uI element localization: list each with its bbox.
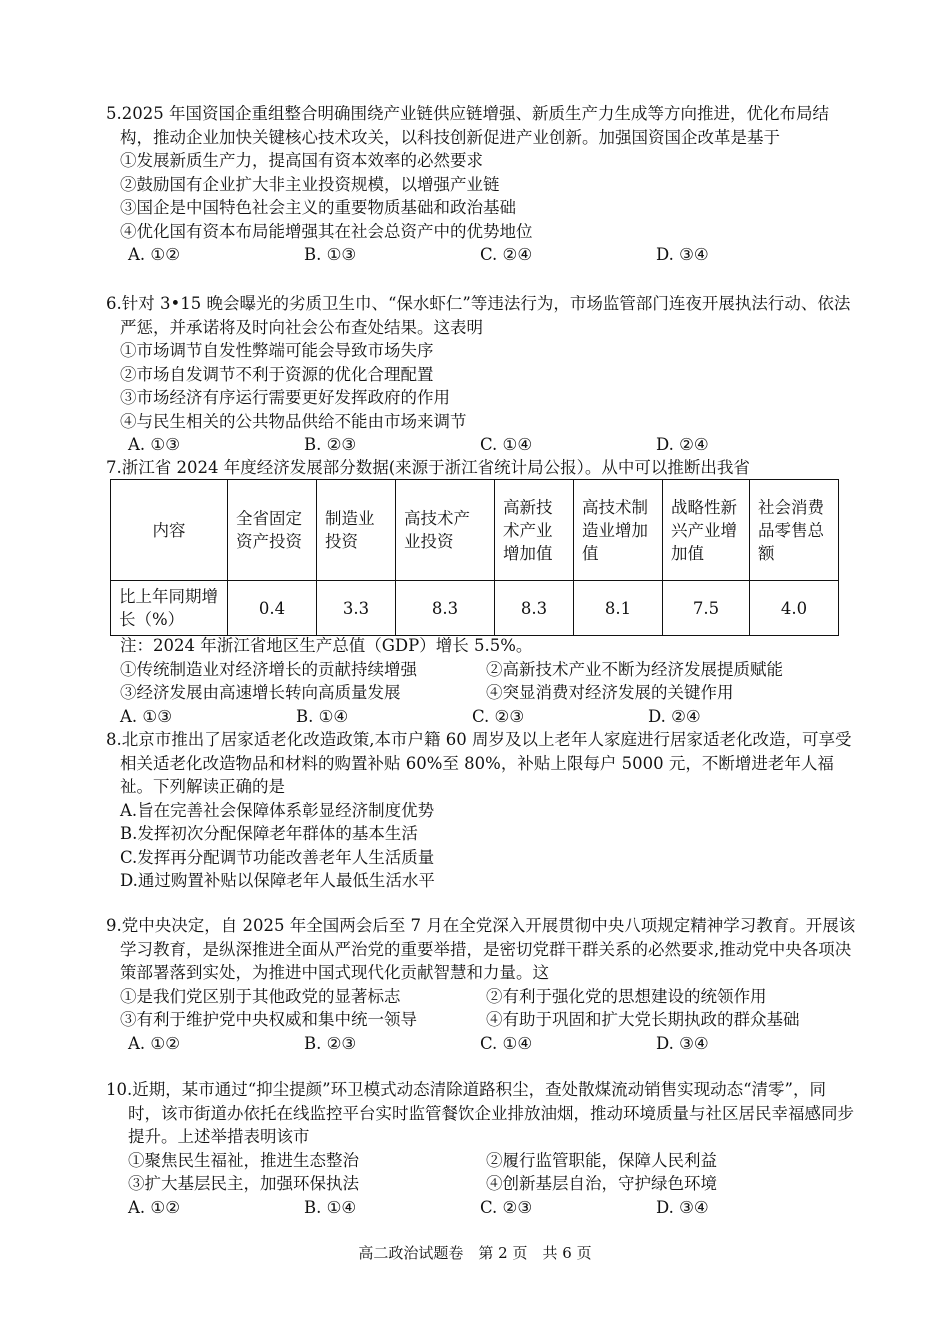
table-header-cell: 高技术制造业增加值 xyxy=(574,480,663,581)
question-7-stem: 7.浙江省 2024 年度经济发展部分数据(来源于浙江省统计局公报）。从中可以推断出我省 xyxy=(106,458,750,477)
table-header-cell: 高技术产业投资 xyxy=(396,480,495,581)
q8-choice-d[interactable]: D.通过购置补贴以保障老年人最低生活水平 xyxy=(120,871,435,890)
q9-item-4: ④有助于巩固和扩大党长期执政的群众基础 xyxy=(486,1010,800,1029)
table-cell: 4.0 xyxy=(750,581,839,636)
q5-options xyxy=(106,243,856,267)
question-7 xyxy=(106,456,856,480)
q7-option-d[interactable]: D. ②④ xyxy=(648,706,701,726)
q5-item-2: ②鼓励国有企业扩大非主业投资规模，以增强产业链 xyxy=(120,174,500,194)
table-header-cell: 全省固定资产投资 xyxy=(228,480,317,581)
q10-item-2: ②履行监管职能，保障人民利益 xyxy=(486,1150,717,1170)
q6-option-d[interactable]: D. ②④ xyxy=(656,435,709,454)
table-header-cell: 高新技术产业增加值 xyxy=(495,480,574,581)
question-6-stem: 6.针对 3•15 晚会曝光的劣质卫生巾、“保水虾仁”等违法行为，市场监管部门连夜开展执法行动、依法严惩，并承诺将及时向社会公布查处结果。这表明 xyxy=(106,294,851,337)
q7-items-row-2 xyxy=(106,681,856,705)
q10-item-3: ③扩大基层民主，加强环保执法 xyxy=(128,1174,359,1193)
q7-option-c[interactable]: C. ②③ xyxy=(472,706,525,726)
table-header-row xyxy=(111,480,839,581)
q10-option-c[interactable]: C. ②③ xyxy=(480,1197,533,1217)
q7-option-b[interactable]: B. ①④ xyxy=(296,706,349,726)
q5-item-4: ④优化国有资本布局能增强其在社会总资产中的优势地位 xyxy=(120,221,533,241)
q9-items-row-2 xyxy=(106,1008,856,1032)
q5-item-3: ③国企是中国特色社会主义的重要物质基础和政治基础 xyxy=(120,198,516,217)
q7-item-2: ②高新技术产业不断为经济发展提质赋能 xyxy=(486,659,783,679)
q9-option-d[interactable]: D. ③④ xyxy=(656,1033,709,1053)
q10-items-row-2 xyxy=(106,1172,856,1196)
q7-note: 注：2024 年浙江省地区生产总值（GDP）增长 5.5%。 xyxy=(120,636,533,655)
q10-items-row-1 xyxy=(106,1149,856,1173)
table-cell: 3.3 xyxy=(317,581,396,636)
q5-option-a[interactable]: A. ①② xyxy=(128,245,180,264)
question-5-stem: 5.2025 年国资国企重组整合明确围绕产业链供应链增强、新质生产力生成等方向推进，优化布局结构，推动企业加快关键核心技术攻关，以科技创新促进产业创新。加强国资国企改革是基于 xyxy=(106,104,829,147)
q10-option-d[interactable]: D. ③④ xyxy=(656,1197,709,1217)
q5-option-c[interactable]: C. ②④ xyxy=(480,245,533,264)
question-9-stem: 9.党中央决定，自 2025 年全国两会后至 7 月在全党深入开展贯彻中央八项规定精神学习教育。开展该学习教育，是纵深推进全面从严治党的重要举措，是密切党群干群关系的必然要求,推动党中央各项决策部署落到实处，为推进中国式现代化贡献智慧和力量。这 xyxy=(106,916,856,982)
table-cell: 0.4 xyxy=(228,581,317,636)
table-header-cell: 战略性新兴产业增加值 xyxy=(663,480,750,581)
table-row-label: 比上年同期增长（%） xyxy=(111,581,228,636)
question-6 xyxy=(106,292,856,457)
table-cell: 8.3 xyxy=(396,581,495,636)
table-header-cell: 社会消费品零售总额 xyxy=(750,480,839,581)
q5-option-d[interactable]: D. ③④ xyxy=(656,245,709,264)
question-10 xyxy=(106,1078,856,1219)
q9-item-2: ②有利于强化党的思想建设的统领作用 xyxy=(486,986,767,1006)
q7-item-1: ①传统制造业对经济增长的贡献持续增强 xyxy=(120,659,417,679)
q9-item-1: ①是我们党区别于其他政党的显著标志 xyxy=(120,986,401,1006)
question-8 xyxy=(106,728,856,893)
table-header-cell: 制造业投资 xyxy=(317,480,396,581)
q7-items-row-1 xyxy=(106,658,856,682)
q7-item-4: ④突显消费对经济发展的关键作用 xyxy=(486,683,734,702)
q9-item-3: ③有利于维护党中央权威和集中统一领导 xyxy=(120,1010,417,1029)
q9-option-b[interactable]: B. ②③ xyxy=(304,1033,357,1053)
q8-choice-b[interactable]: B.发挥初次分配保障老年群体的基本生活 xyxy=(120,824,418,843)
question-7-rest xyxy=(106,634,856,728)
question-5 xyxy=(106,102,856,267)
q10-option-b[interactable]: B. ①④ xyxy=(304,1197,357,1217)
q5-option-b[interactable]: B. ①③ xyxy=(304,245,357,264)
table-cell: 8.3 xyxy=(495,581,574,636)
q9-option-c[interactable]: C. ①④ xyxy=(480,1033,533,1053)
q7-data-table xyxy=(110,479,839,636)
table-header-cell: 内容 xyxy=(111,480,228,581)
q6-option-b[interactable]: B. ②③ xyxy=(304,435,357,454)
table-cell: 7.5 xyxy=(663,581,750,636)
q7-options xyxy=(106,705,856,729)
q6-item-1: ①市场调节自发性弊端可能会导致市场失序 xyxy=(120,341,434,360)
q6-item-4: ④与民生相关的公共物品供给不能由市场来调节 xyxy=(120,411,467,431)
q8-choice-a[interactable]: A.旨在完善社会保障体系彰显经济制度优势 xyxy=(120,800,435,820)
q9-options xyxy=(106,1032,856,1056)
q10-options xyxy=(106,1196,856,1220)
page-footer: 高二政治试题卷 第 2 页 共 6 页 xyxy=(358,1244,592,1262)
q6-option-c[interactable]: C. ①④ xyxy=(480,435,533,454)
q5-item-1: ①发展新质生产力，提高国有资本效率的必然要求 xyxy=(120,151,483,170)
q6-options xyxy=(106,433,856,457)
q9-items-row-1 xyxy=(106,985,856,1009)
q7-item-3: ③经济发展由高速增长转向高质量发展 xyxy=(120,683,401,702)
q7-option-a[interactable]: A. ①③ xyxy=(120,706,172,726)
question-9 xyxy=(106,914,856,1055)
question-10-stem: 10.近期，某市通过“抑尘提颜”环卫模式动态清除道路积尘，查处散煤流动销售实现动态“清零”，同时，该市街道办依托在线监控平台实时监管餐饮企业排放油烟，推动环境质量与社区居民幸福感同步提升。上述举措表明该市 xyxy=(106,1080,854,1146)
q6-item-3: ③市场经济有序运行需要更好发挥政府的作用 xyxy=(120,388,450,407)
table-row xyxy=(111,581,839,636)
q10-item-1: ①聚焦民生福祉，推进生态整治 xyxy=(128,1150,359,1170)
question-8-stem: 8.北京市推出了居家适老化改造政策,本市户籍 60 周岁及以上老年人家庭进行居家适老化改造，可享受相关适老化改造物品和材料的购置补贴 60%至 80%，补贴上限每户 5000 元，不断增进老年人福祉。下列解读正确的是 xyxy=(106,730,852,796)
table-cell: 8.1 xyxy=(574,581,663,636)
q10-item-4: ④创新基层自治，守护绿色环境 xyxy=(486,1174,717,1193)
q6-item-2: ②市场自发调节不利于资源的优化合理配置 xyxy=(120,364,434,384)
q10-option-a[interactable]: A. ①② xyxy=(128,1197,180,1217)
q6-option-a[interactable]: A. ①③ xyxy=(128,435,180,454)
q9-option-a[interactable]: A. ①② xyxy=(128,1033,180,1053)
q8-choice-c[interactable]: C.发挥再分配调节功能改善老年人生活质量 xyxy=(120,847,435,867)
